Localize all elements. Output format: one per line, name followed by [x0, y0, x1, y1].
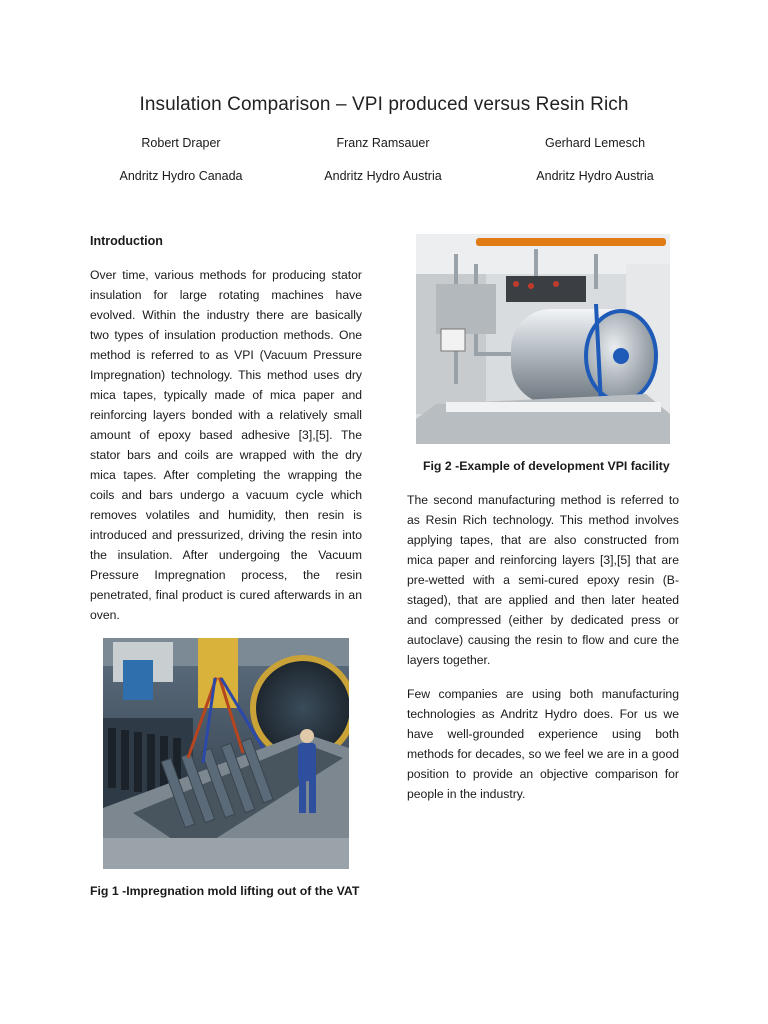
author-name-3: Gerhard Lemesch	[544, 136, 646, 150]
paragraph-1: Over time, various methods for producing stator insulation for large rotating machines have evolved. Within the industry there are basically two types of insulation production methods. One method is referred to as VPI (Vacuum Pressure Impregnation) technology. This method uses dry mica tapes, typically made of mica paper and reinforcing layers bonded with a relatively small amount of epoxy based adhesive [3],[5]. The stator bars and coils are wrapped with the dry mica tapes. After completing the wrapping the coils and bars undergo a vacuum cycle which removes volatiles and humidity, then resin is introduced and pressurized, driving the resin into the insulation. After undergoing the Vacuum Pressure Impregnation process, the resin penetrated, final product is cured afterwards in an oven.	[90, 268, 362, 622]
figure-2-photo	[416, 234, 670, 444]
paper-title: Insulation Comparison – VPI produced versus Resin Rich	[139, 94, 629, 115]
author-name-2: Franz Ramsauer	[336, 136, 430, 150]
figure-2-caption: Fig 2 -Example of development VPI facility	[423, 459, 670, 473]
section-heading-introduction: Introduction	[90, 234, 163, 248]
paragraph-2: The second manufacturing method is referred to as Resin Rich technology. This method involves applying tapes, that are also constructed from mica paper and reinforcing layers [3],[5] that are pre-wetted with a semi-cured epoxy resin (B-staged), that are applied and then later heated and compressed (either by dedicated press or autoclave) causing the resin to flow and cure the layers together.	[407, 493, 679, 667]
author-affiliation-1: Andritz Hydro Canada	[119, 169, 243, 183]
paragraph-3: Few companies are using both manufacturing technologies as Andritz Hydro does. For us we have well-grounded experience using both methods for decades, so we feel we are in a good position to provide an objective comparison for people in the industry.	[407, 687, 679, 801]
figure-1-photo	[103, 638, 349, 869]
author-affiliation-2: Andritz Hydro Austria	[324, 169, 442, 183]
author-name-1: Robert Draper	[141, 136, 221, 150]
figure-1-caption: Fig 1 -Impregnation mold lifting out of the VAT	[90, 884, 360, 898]
author-affiliation-3: Andritz Hydro Austria	[536, 169, 654, 183]
